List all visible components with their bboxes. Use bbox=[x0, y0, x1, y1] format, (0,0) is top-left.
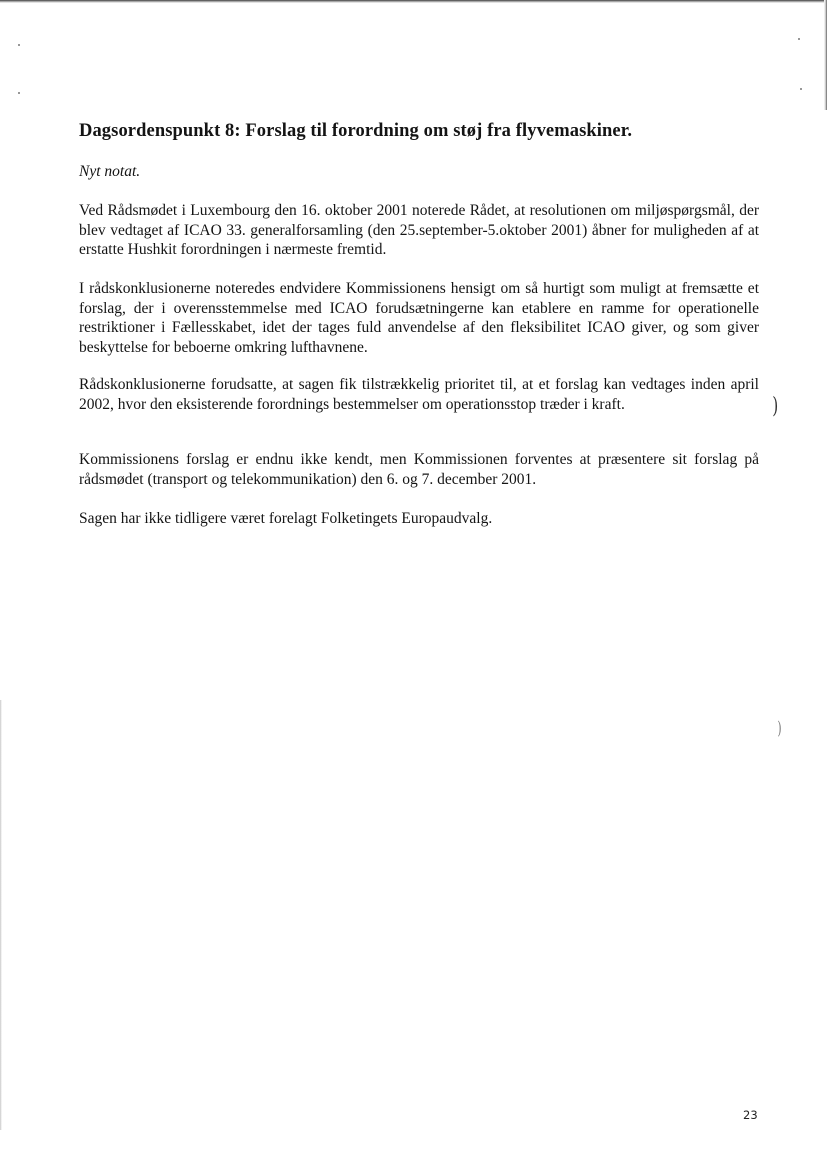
margin-bracket-mark: ) bbox=[772, 394, 779, 419]
paragraph-council-meeting: Ved Rådsmødet i Luxembourg den 16. oktober 2001 noterede Rådet, at resolutionen om miljøspørgsmål, der blev vedtaget af ICAO 33. generalforsamling (den 25.september-5.oktober 2001) åbner for muligheden af at erstatte Hushkit forordningen i nærmeste fremtid. bbox=[79, 202, 759, 258]
note-subtitle: Nyt notat. bbox=[79, 163, 141, 180]
scan-left-edge bbox=[0, 700, 2, 1130]
paragraph-priority: Rådskonklusionerne forudsatte, at sagen fik tilstrækkelig prioritet til, at et forslag kan vedtages inden april 2002, hvor den eksisterende forordnings bestemmelser om operationsstop træder i kraft. bbox=[79, 376, 759, 413]
margin-bracket-mark: ) bbox=[777, 718, 782, 739]
scan-speck bbox=[798, 38, 800, 40]
page-number: 23 bbox=[743, 1108, 758, 1122]
paragraph-council-conclusions: I rådskonklusionerne noteredes endvidere Kommissionens hensigt om så hurtigt som muligt at fremsætte et forslag, der i overensstemmelse med ICAO forudsætningerne kan etablere en ramme for operationelle restriktioner i Fællesskabet, idet der tages fuld anvendelse af den fleksibilitet ICAO giver, og som giver beskyttelse for beboerne omkring lufthavnene. bbox=[79, 280, 759, 356]
agenda-item-heading: Dagsordenspunkt 8: Forslag til forordning om støj fra flyvemaskiner. bbox=[79, 121, 633, 141]
scan-speck bbox=[18, 44, 20, 46]
scan-speck bbox=[18, 92, 20, 94]
scan-top-edge bbox=[0, 0, 827, 3]
paragraph-europe-committee: Sagen har ikke tidligere været forelagt Folketingets Europaudvalg. bbox=[79, 510, 493, 527]
scan-speck bbox=[800, 88, 802, 90]
paragraph-commission-proposal: Kommissionens forslag er endnu ikke kendt, men Kommissionen forventes at præsentere sit forslag på rådsmødet (transport og telekommunikation) den 6. og 7. december 2001. bbox=[79, 451, 759, 488]
